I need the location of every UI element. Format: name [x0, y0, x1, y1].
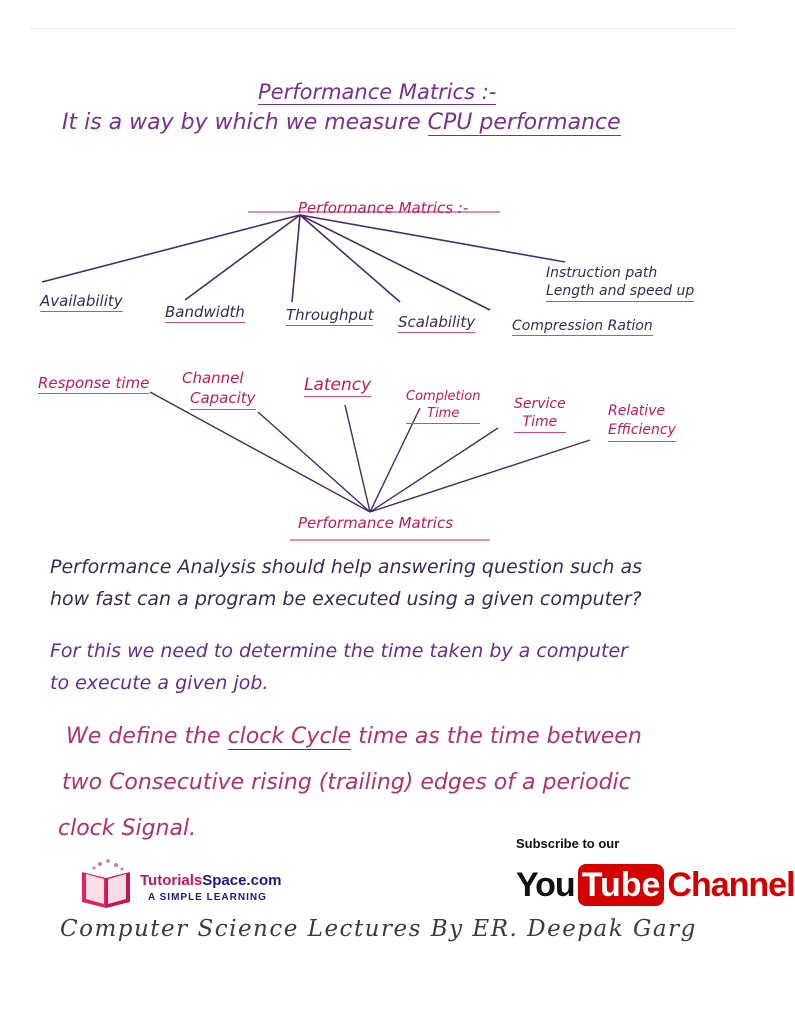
intro-highlight: CPU performance	[427, 110, 621, 135]
tree-top-node-scalability-text: Scalability	[398, 313, 476, 331]
youtube-channel-logo	[516, 862, 795, 908]
tree-top-node-bandwidth-text: Bandwidth	[165, 303, 245, 321]
tree-top-node-scalability	[398, 313, 475, 331]
yt-tube-text: Tube	[578, 864, 665, 906]
tree-top-node-availability-text: Availability	[40, 292, 123, 310]
paragraph2-line3: clock Signal.	[58, 816, 197, 841]
tree-bottom-node-relative-line2: Efficiency	[608, 421, 676, 442]
tutorialsspace-brand	[140, 872, 281, 889]
tree-top-node-bandwidth	[165, 303, 245, 321]
tree-bottom-node-channel	[182, 368, 256, 410]
paragraph2-line1-prefix: We define the	[66, 724, 221, 749]
tree-bottom-node-relative	[608, 402, 676, 442]
tree-bottom-node-completion-line2: Time	[406, 405, 480, 424]
tree-bottom-root	[298, 514, 453, 532]
tree-bottom-root-text: Performance Matrics	[298, 514, 454, 532]
brand-tagline: A SIMPLE LEARNING	[148, 892, 267, 903]
tree-bottom-node-latency-text: Latency	[304, 375, 372, 395]
brand-name-part2: Space.com	[202, 872, 282, 889]
brand-name-part1: Tutorials	[140, 872, 203, 889]
tree-top-node-compression-text: Compression Ration	[512, 318, 653, 334]
paragraph2-line1	[66, 724, 642, 749]
yt-channel-text: Channel	[667, 865, 795, 904]
intro-text: It is a way by which we measure	[62, 110, 421, 135]
subscribe-text: Subscribe to our	[516, 836, 620, 851]
tree-bottom-node-service	[514, 395, 566, 433]
tree-top-node-instruction-line1: Instruction path	[546, 265, 658, 281]
paragraph1-line1: Performance Analysis should help answering question such as	[50, 556, 643, 578]
tree-bottom-node-relative-line1: Relative	[608, 403, 666, 419]
tree-bottom-node-response-text: Response time	[38, 374, 150, 392]
tree-top-node-instruction	[546, 264, 694, 302]
tree-bottom-node-channel-line2: Capacity	[190, 388, 256, 410]
tree-top-root	[298, 199, 468, 217]
paragraph1-line3: For this we need to determine the time taken by a computer	[50, 640, 628, 662]
paragraph2-line1-highlight: clock Cycle	[227, 724, 352, 749]
paragraph1-line2: how fast can a program be executed using a given computer?	[50, 588, 642, 610]
yt-you-text: You	[516, 865, 575, 904]
tree-bottom-node-response	[38, 374, 149, 392]
tree-top-node-instruction-line2: Length and speed up	[546, 282, 694, 302]
footer-title: Computer Science Lectures By ER. Deepak Garg	[60, 916, 697, 942]
tree-top-node-compression	[512, 318, 653, 334]
tree-bottom-node-completion	[406, 388, 480, 424]
tree-bottom-node-channel-line1: Channel	[182, 369, 244, 387]
paragraph1-line4: to execute a given job.	[50, 672, 269, 694]
tree-top-node-throughput-text: Throughput	[286, 306, 374, 324]
paragraph2-line2: two Consecutive rising (trailing) edges of a periodic	[62, 770, 631, 795]
tree-bottom-node-latency	[304, 375, 371, 395]
tree-bottom-node-completion-line1: Completion	[406, 389, 481, 404]
tree-top-node-throughput	[286, 306, 373, 324]
tree-bottom-node-service-line1: Service	[514, 396, 566, 412]
page-title-text: Performance Matrics :-	[258, 80, 497, 104]
tree-bottom-node-service-line2: Time	[514, 413, 566, 433]
tree-top-node-availability	[40, 292, 123, 310]
paragraph2-line1-suffix: time as the time between	[358, 724, 642, 749]
tree-top-root-text: Performance Matrics :-	[298, 199, 469, 217]
tutorialsspace-logo-icon	[78, 858, 134, 910]
